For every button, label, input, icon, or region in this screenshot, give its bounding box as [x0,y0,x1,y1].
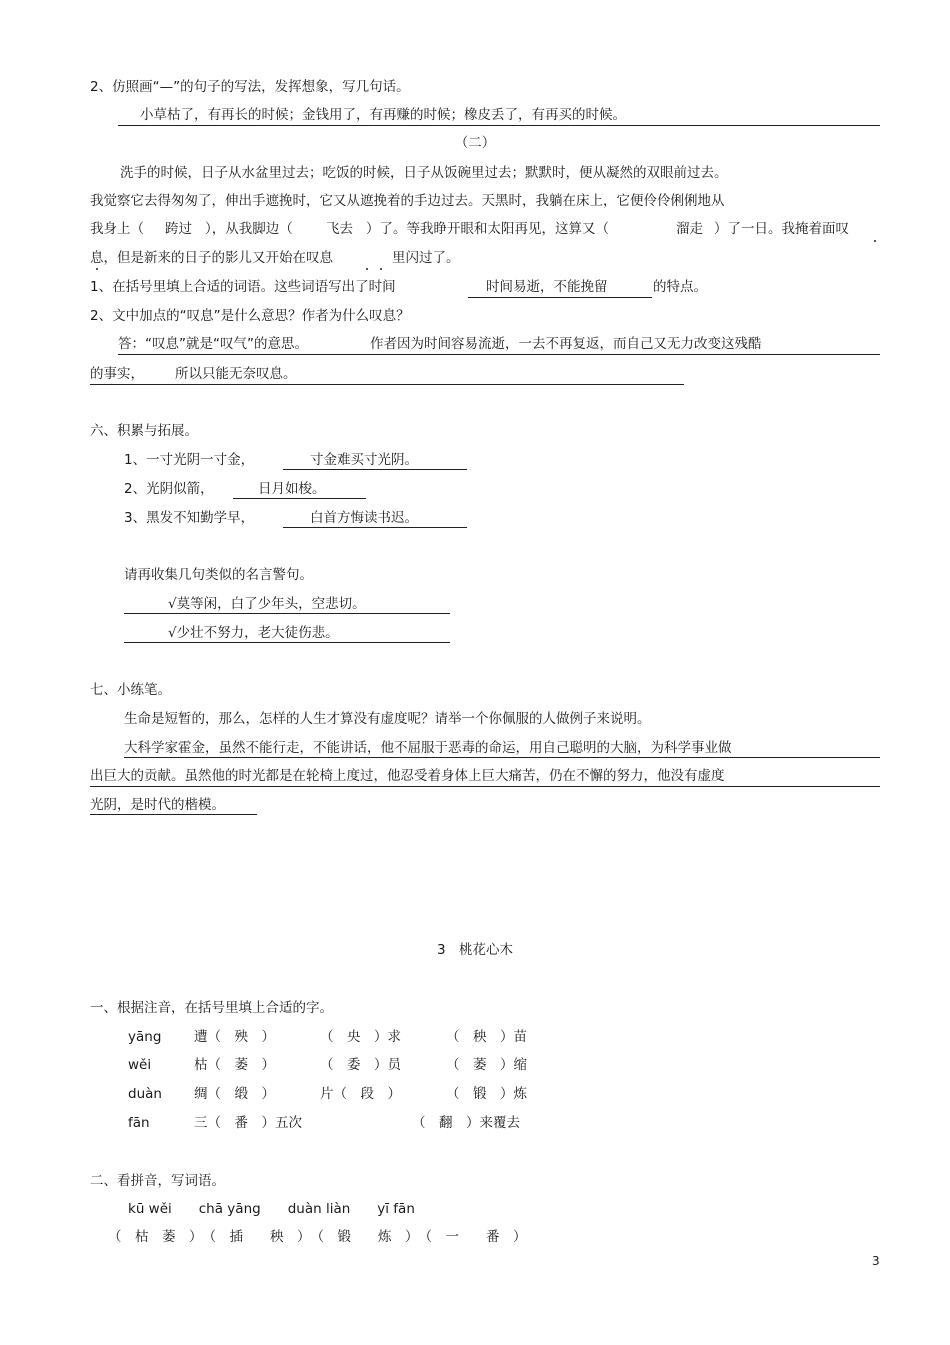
passage-line-3c: ），从我脚边（ [205,221,293,237]
answer-2-imitate: 小草枯了，有再长的时候；金钱用了，有再赚的时候；橡皮丢了，有再买的时候。 [140,107,626,123]
answer-underline [283,527,467,528]
lesson-question-2: 二、看拼音，写词语。 [90,1173,225,1189]
char-cell: （ 委 ）员 [320,1057,401,1073]
char-cell: （ 翻 ）来覆去 [412,1115,520,1131]
passage-line-3a: 我身上（ [90,221,144,237]
pinyin-duan: duàn [128,1086,162,1102]
char-cell: 三（ 番 ）五次 [194,1115,302,1131]
answer-underline [468,297,652,298]
essay-line-1: 大科学家霍金，虽然不能行走，不能讲话，他不屈服于恶毒的命运，用自己聪明的大脑，为科学事业做 [124,740,732,756]
pinyin-yang: yāng [128,1029,162,1045]
passage-line-4a: 息，但是新来的日子的影儿又开始在叹息 [90,250,333,266]
answer-underline [90,814,257,815]
question-2-answer-b: 作者因为时间容易流逝，一去不再复返，而自己又无力改变这残酷 [370,336,762,352]
emphasis-dot [874,240,876,242]
char-cell: （ 央 ）求 [320,1029,401,1045]
fill-answer-feiqu: 飞去 [326,221,353,237]
char-cell: 枯（ 萎 ） [194,1057,275,1073]
proverb-1: 1、一寸光阴一寸金， [124,452,255,468]
proverb-3-answer: 白首方悔读书迟。 [310,510,418,526]
passage-line-3e: ）了。等我睁开眼和太阳再见，这算又（ [366,221,609,237]
answer-underline [90,786,880,787]
char-cell: （ 萎 ）缩 [446,1057,527,1073]
section-7-title: 七、小练笔。 [90,682,171,698]
passage-line-1: 洗手的时候，日子从水盆里过去；吃饭的时候，日子从饭碗里过去；默默时，便从凝然的双眼前过去。 [120,165,728,181]
written-words: （ 枯 萎 ） （ 插 秧 ） （ 锻 炼 ） （ 一 番 ） [108,1229,527,1245]
collect-prompt: 请再收集几句类似的名言警句。 [124,567,313,583]
answer-underline [118,125,880,126]
essay-line-3: 光阴，是时代的楷模。 [90,797,225,813]
proverb-1-answer: 寸金难买寸光阴。 [310,452,418,468]
emphasis-dot [366,268,368,270]
answer-underline [124,642,450,643]
answer-underline [283,469,467,470]
proverb-2: 2、光阴似箭， [124,481,214,497]
section-7-prompt: 生命是短暂的，那么，怎样的人生才算没有虚度呢？请举一个你佩服的人做例子来说明。 [124,711,651,727]
pinyin-fan: fān [128,1115,150,1131]
pinyin-wei: wěi [128,1057,152,1073]
question-1-tail: 的特点。 [653,279,707,295]
char-cell: 遭（ 殃 ） [194,1029,275,1045]
char-cell: （ 秧 ）苗 [446,1029,527,1045]
collect-answer-2: √少壮不努力，老大徒伤悲。 [168,625,339,641]
pinyin-words: kū wěi chā yāng duàn liàn yī fān [128,1201,415,1217]
emphasis-dot [96,268,98,270]
answer-underline [233,498,366,499]
proverb-2-answer: 日月如梭。 [258,481,326,497]
page-number: 3 [872,1254,880,1268]
question-2-answer-d: 所以只能无奈叹息。 [175,366,297,382]
lesson-title: 3 桃花心木 [436,942,514,958]
question-1-answer: 时间易逝，不能挽留 [486,279,608,295]
char-cell: 片（ 段 ） [320,1086,401,1102]
section-title-2: （二） [454,135,496,151]
answer-underline [90,384,684,385]
question-2: 2、文中加点的“叹息”是什么意思？作者为什么叹息？ [90,308,410,324]
answer-underline [118,354,880,355]
passage-line-2: 我觉察它去得匆匆了，伸出手遮挽时，它又从遮挽着的手边过去。天黑时，我躺在床上，它便伶伶俐俐地从 [90,193,725,209]
question-2-answer-c: 的事实， [90,366,144,382]
answer-underline [124,757,880,758]
question-1: 1、在括号里填上合适的词语。这些词语写出了时间 [90,279,396,295]
answer-underline [124,613,450,614]
section-6-title: 六、积累与拓展。 [90,423,198,439]
essay-line-2: 出巨大的贡献。虽然他的时光都是在轮椅上度过，他忍受着身体上巨大痛苦，仍在不懈的努力，他没有虚度 [90,768,725,784]
question-2-imitate: 2、仿照画“—”的句子的写法，发挥想象，写几句话。 [90,79,410,95]
char-cell: 绸（ 缎 ） [194,1086,275,1102]
char-cell: （ 锻 ）炼 [446,1086,527,1102]
passage-line-4b: 里闪过了。 [392,250,460,266]
lesson-question-1: 一、根据注音，在括号里填上合适的字。 [90,1000,333,1016]
passage-line-3g: ）了一日。我掩着面叹 [714,221,849,237]
collect-answer-1: √莫等闲，白了少年头，空悲切。 [168,596,366,612]
fill-answer-liuzou: 溜走 [676,221,703,237]
emphasis-dot [380,268,382,270]
proverb-3: 3、黑发不知勤学早， [124,510,255,526]
question-2-answer-a: 答：“叹息”就是“叹气”的意思。 [118,336,308,352]
fill-answer-kuaguo: 跨过 [165,221,192,237]
